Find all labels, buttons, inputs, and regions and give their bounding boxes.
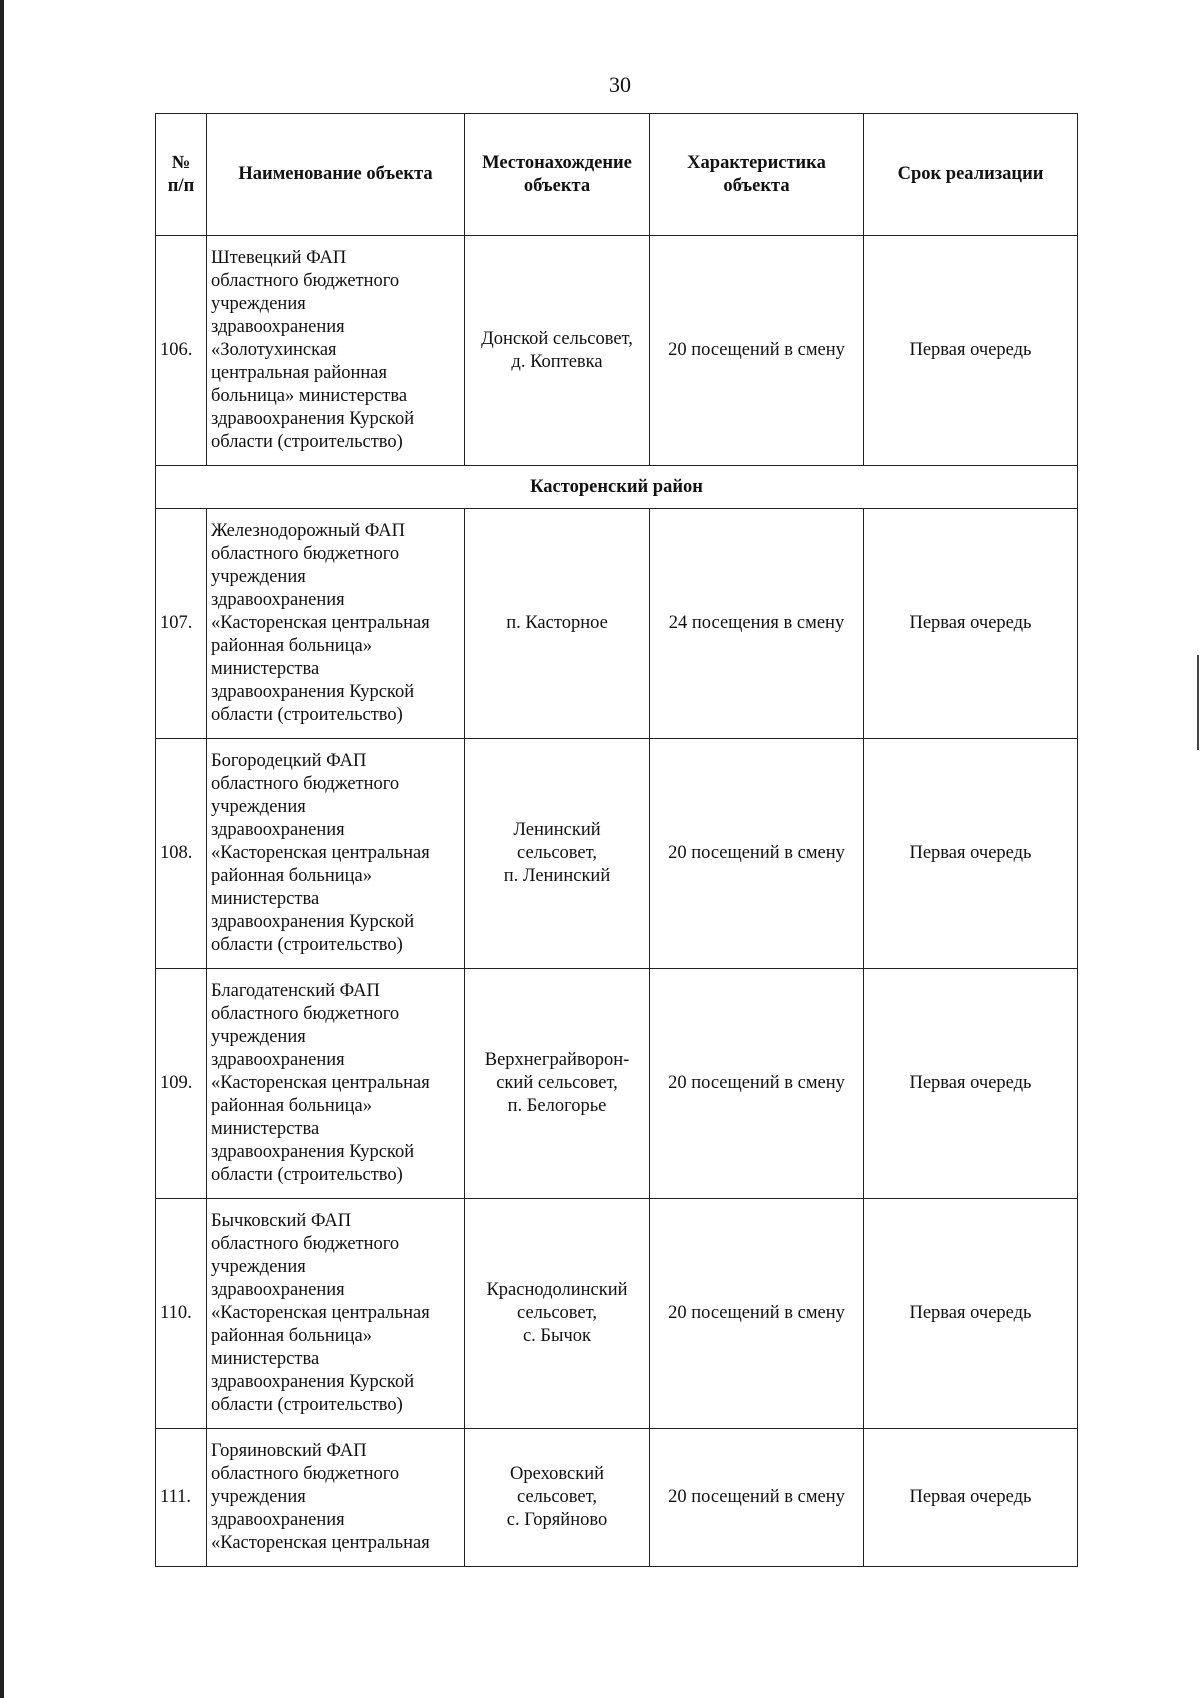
object-characteristic: 20 посещений в смену — [650, 969, 864, 1199]
header-num: № п/п — [156, 114, 207, 236]
object-name: Благодатенский ФАП областного бюджетного учреждения здравоохранения «Касторенская центральная районная больница» министерства здравоохранения Курской области (строительство) — [207, 969, 465, 1199]
table-row — [156, 1199, 1078, 1429]
table-row — [156, 509, 1078, 739]
header-name: Наименование объекта — [207, 114, 465, 236]
facilities-table — [155, 113, 1078, 1567]
object-location: Донской сельсовет, д. Коптевка — [465, 236, 650, 466]
object-term: Первая очередь — [864, 1199, 1078, 1429]
table-row — [156, 969, 1078, 1199]
object-characteristic: 20 посещений в смену — [650, 1429, 864, 1567]
row-number: 107. — [156, 509, 207, 739]
object-characteristic: 20 посещений в смену — [650, 236, 864, 466]
table-header-row — [156, 114, 1078, 236]
scan-edge — [0, 0, 4, 1698]
object-location: п. Касторное — [465, 509, 650, 739]
header-characteristic: Характеристика объекта — [650, 114, 864, 236]
row-number: 109. — [156, 969, 207, 1199]
row-number: 108. — [156, 739, 207, 969]
section-title: Касторенский район — [156, 466, 1078, 509]
object-location: Краснодолинский сельсовет, с. Бычок — [465, 1199, 650, 1429]
object-term: Первая очередь — [864, 1429, 1078, 1567]
object-name: Штевецкий ФАП областного бюджетного учреждения здравоохранения «Золотухинская центральная районная больница» министерства здравоохранения Курской области (строительство) — [207, 236, 465, 466]
header-location: Местонахождение объекта — [465, 114, 650, 236]
object-location: Верхнеграйворон- ский сельсовет, п. Белогорье — [465, 969, 650, 1199]
table-row — [156, 739, 1078, 969]
object-characteristic: 24 посещения в смену — [650, 509, 864, 739]
object-name: Богородецкий ФАП областного бюджетного учреждения здравоохранения «Касторенская центральная районная больница» министерства здравоохранения Курской области (строительство) — [207, 739, 465, 969]
row-number: 110. — [156, 1199, 207, 1429]
page-number: 30 — [609, 72, 631, 97]
header-term: Срок реализации — [864, 114, 1078, 236]
object-term: Первая очередь — [864, 509, 1078, 739]
object-name: Бычковский ФАП областного бюджетного учреждения здравоохранения «Касторенская центральная районная больница» министерства здравоохранения Курской области (строительство) — [207, 1199, 465, 1429]
object-name: Железнодорожный ФАП областного бюджетного учреждения здравоохранения «Касторенская центральная районная больница» министерства здравоохранения Курской области (строительство) — [207, 509, 465, 739]
row-number: 106. — [156, 236, 207, 466]
object-characteristic: 20 посещений в смену — [650, 739, 864, 969]
table-row — [156, 236, 1078, 466]
object-characteristic: 20 посещений в смену — [650, 1199, 864, 1429]
section-row — [156, 466, 1078, 509]
object-name: Горяиновский ФАП областного бюджетного учреждения здравоохранения «Касторенская центральная — [207, 1429, 465, 1567]
object-term: Первая очередь — [864, 739, 1078, 969]
scan-mark — [1197, 655, 1199, 750]
object-location: Ореховский сельсовет, с. Горяйново — [465, 1429, 650, 1567]
object-term: Первая очередь — [864, 236, 1078, 466]
object-location: Ленинский сельсовет, п. Ленинский — [465, 739, 650, 969]
table-row — [156, 1429, 1078, 1567]
row-number: 111. — [156, 1429, 207, 1567]
object-term: Первая очередь — [864, 969, 1078, 1199]
